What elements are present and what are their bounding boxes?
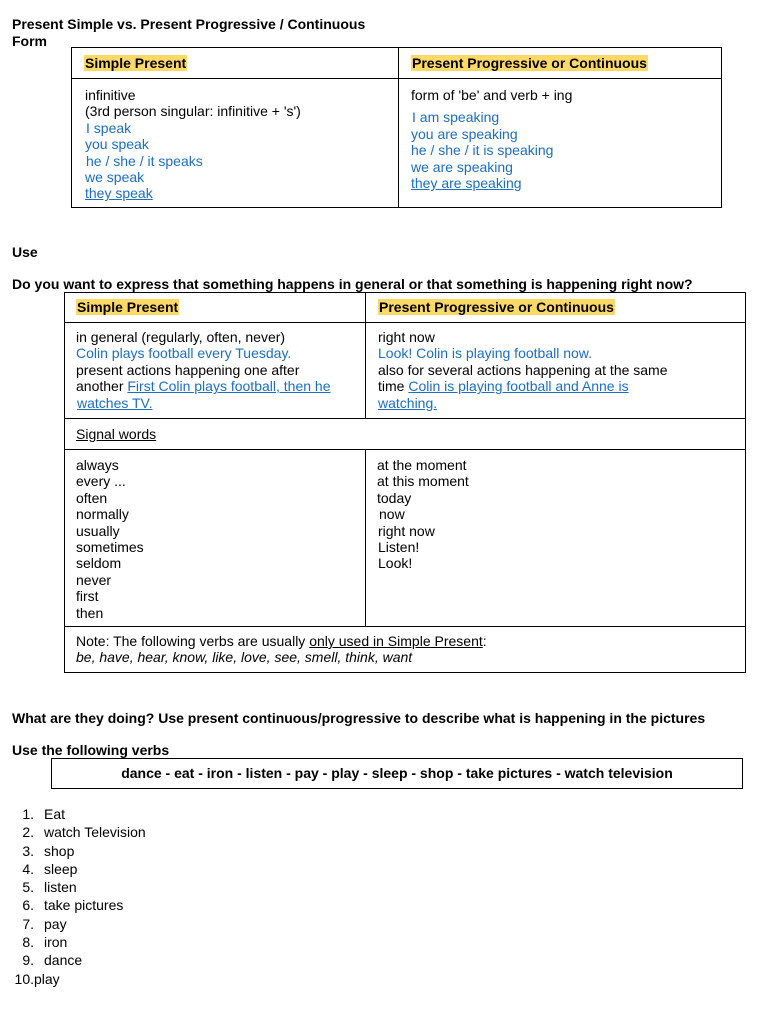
use-table-simple-header-cell	[65, 293, 366, 323]
use-progressive-line: right now	[378, 329, 435, 345]
list-text: dance	[44, 952, 83, 969]
list-number: 10.	[14, 970, 34, 987]
use-simple-line: in general (regularly, often, never)	[76, 329, 286, 345]
verbs-heading: Use the following verbs	[12, 742, 170, 758]
note-verbs: be, have, hear, know, like, love, see, smell, think, want	[76, 649, 413, 666]
use-simple-line: present actions happening one after	[76, 361, 300, 378]
list-item	[10, 878, 146, 896]
form-table	[71, 47, 722, 208]
use-progressive-example: watching.	[378, 394, 438, 411]
list-text: play	[34, 970, 60, 987]
list-text: shop	[44, 842, 75, 859]
list-text: sleep	[44, 860, 78, 877]
signal-word: now	[379, 506, 405, 523]
form-progressive-example: you are speaking	[411, 125, 518, 142]
form-table-simple-cell	[72, 79, 399, 208]
exercise-heading: What are they doing? Use present continuous/progressive to describe what is happening in the pictures	[12, 710, 706, 726]
use-progressive-line: time	[378, 378, 409, 395]
list-number: 2.	[22, 824, 34, 841]
note-underlined: only used in Simple Present	[309, 633, 483, 649]
list-number: 8.	[22, 934, 34, 951]
use-progressive-line: also for several actions happening at the same	[378, 361, 668, 378]
list-item	[10, 970, 146, 988]
list-item	[10, 915, 146, 933]
form-table-progressive-cell	[399, 79, 722, 208]
list-number: 9.	[22, 952, 34, 969]
question: Do you want to express that something happens in general or that something is happening right now?	[12, 276, 693, 292]
form-simple-example: I speak	[86, 119, 132, 136]
use-simple-line: another	[76, 378, 128, 395]
note-prefix: Note: The following verbs are usually	[76, 633, 310, 649]
answer-list	[10, 805, 146, 988]
signal-word: Look!	[378, 555, 413, 572]
signal-words-row	[65, 419, 746, 450]
signal-word: often	[76, 489, 108, 506]
list-text: pay	[44, 915, 67, 932]
use-table-progressive-header-cell	[366, 293, 746, 323]
list-text: iron	[44, 934, 68, 951]
signal-word: usually	[76, 522, 120, 539]
form-simple-line: (3rd person singular: infinitive + 's')	[85, 103, 301, 120]
use-simple-example: watches TV.	[77, 394, 153, 411]
note-row	[65, 627, 746, 673]
list-item	[10, 823, 146, 841]
form-simple-example: we speak	[85, 169, 145, 186]
list-text: Eat	[44, 806, 66, 822]
signal-word: at this moment	[377, 473, 469, 490]
signal-word: at the moment	[377, 457, 467, 473]
use-progressive-example: Colin is playing football and Anne is	[408, 378, 629, 395]
list-number: 3.	[22, 842, 34, 859]
use-table-progressive-header: Present Progressive or Continuous	[379, 299, 614, 315]
form-heading: Form	[12, 33, 47, 49]
signal-word: always	[76, 457, 119, 473]
use-simple-example: Colin plays football every Tuesday.	[76, 345, 292, 362]
use-table	[64, 292, 746, 673]
list-item	[10, 842, 146, 860]
form-progressive-example: he / she / it is speaking	[411, 142, 554, 159]
signal-word: first	[76, 588, 99, 605]
signal-word: never	[76, 571, 112, 588]
list-item	[10, 933, 146, 951]
use-table-simple-cell	[65, 323, 366, 419]
list-number: 7.	[22, 915, 34, 932]
form-table-simple-header: Simple Present	[85, 55, 187, 71]
signal-word: Listen!	[378, 539, 420, 556]
use-progressive-example: Look! Colin is playing football now.	[378, 345, 593, 362]
verbs-box	[51, 758, 743, 789]
form-simple-line: infinitive	[85, 87, 136, 103]
simple-signal-words-cell	[65, 450, 366, 627]
signal-words-label: Signal words	[76, 426, 157, 442]
form-progressive-example: I am speaking	[412, 109, 500, 126]
signal-word: normally	[76, 506, 129, 523]
list-number: 5.	[22, 879, 34, 896]
list-item	[10, 896, 146, 914]
form-progressive-example: we are speaking	[411, 158, 513, 175]
form-table-progressive-header-cell	[399, 48, 722, 79]
signal-word: today	[377, 489, 412, 506]
note-suffix: :	[482, 633, 487, 649]
use-simple-example: First Colin plays football, then he	[127, 378, 331, 395]
signal-word: every ...	[76, 473, 126, 490]
signal-word: seldom	[76, 555, 122, 572]
list-item	[10, 860, 146, 878]
form-table-simple-header-cell	[72, 48, 399, 79]
form-progressive-line: form of 'be' and verb + ing	[411, 87, 573, 103]
list-item	[10, 951, 146, 969]
signal-word: right now	[378, 522, 435, 539]
form-simple-example: you speak	[85, 136, 149, 153]
list-text: listen	[44, 879, 77, 896]
list-item	[10, 805, 146, 823]
use-table-progressive-cell	[366, 323, 746, 419]
use-table-simple-header: Simple Present	[77, 299, 179, 315]
verbs-list: dance - eat - iron - listen - pay - play - sleep - shop - take pictures - watch television	[121, 765, 673, 781]
signal-word: sometimes	[76, 539, 144, 556]
form-progressive-example: they are speaking	[411, 175, 522, 192]
signal-word: then	[76, 604, 104, 621]
list-number: 1.	[22, 806, 34, 822]
page-title: Present Simple vs. Present Progressive / Continuous	[12, 16, 366, 32]
use-heading: Use	[12, 244, 38, 260]
list-number: 6.	[22, 897, 34, 914]
form-simple-example: he / she / it speaks	[86, 152, 203, 169]
form-simple-example: they speak	[85, 185, 153, 202]
progressive-signal-words-cell	[366, 450, 746, 627]
list-number: 4.	[22, 860, 34, 877]
form-table-progressive-header: Present Progressive or Continuous	[412, 55, 647, 71]
list-text: watch Television	[44, 824, 146, 841]
list-text: take pictures	[44, 897, 124, 914]
